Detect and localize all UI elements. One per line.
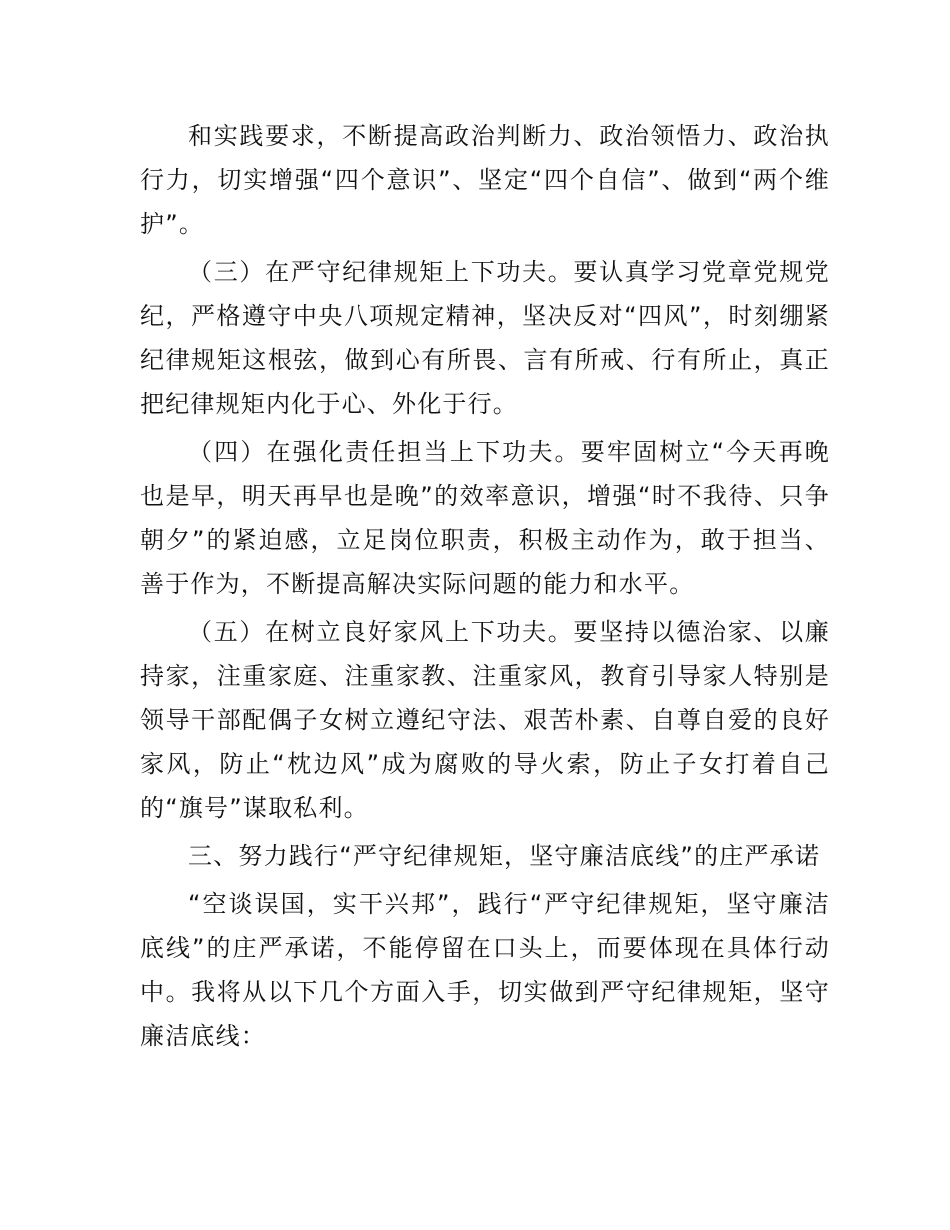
paragraph-commitment: “空谈误国，实干兴邦”，践行“严守纪律规矩，坚守廉洁底线”的庄严承诺，不能停留在口头上，而要体现在具体行动中。我将从以下几个方面入手，切实做到严守纪律规矩，坚守廉洁底线：	[140, 890, 830, 1050]
paragraph-continuation: 和实践要求，不断提高政治判断力、政治领悟力、政治执行力，切实增强“四个意识”、坚定“四个自信”、做到“两个维护”。	[140, 122, 830, 238]
paragraph-section-three: （三）在严守纪律规矩上下功夫。要认真学习党章党规党纪，严格遵守中央八项规定精神，坚决反对“四风”，时刻绷紧纪律规矩这根弦，做到心有所畏、言有所戒、行有所止，真正把纪律规矩内化于心、外化于行。	[140, 258, 830, 418]
section-heading-three: 三、努力践行“严守纪律规矩，坚守廉洁底线”的庄严承诺	[188, 842, 821, 870]
paragraph-section-four: （四）在强化责任担当上下功夫。要牢固树立“今天再晚也是早，明天再早也是晚”的效率意识，增强“时不我待、只争朝夕”的紧迫感，立足岗位职责，积极主动作为，敢于担当、善于作为，不断提高解决实际问题的能力和水平。	[140, 438, 830, 598]
paragraph-section-five: （五）在树立良好家风上下功夫。要坚持以德治家、以廉持家，注重家庭、注重家教、注重家风，教育引导家人特别是领导干部配偶子女树立遵纪守法、艰苦朴素、自尊自爱的良好家风，防止“枕边风”成为腐败的导火索，防止子女打着自己的“旗号”谋取私利。	[140, 618, 830, 822]
document-body	[140, 114, 830, 1062]
